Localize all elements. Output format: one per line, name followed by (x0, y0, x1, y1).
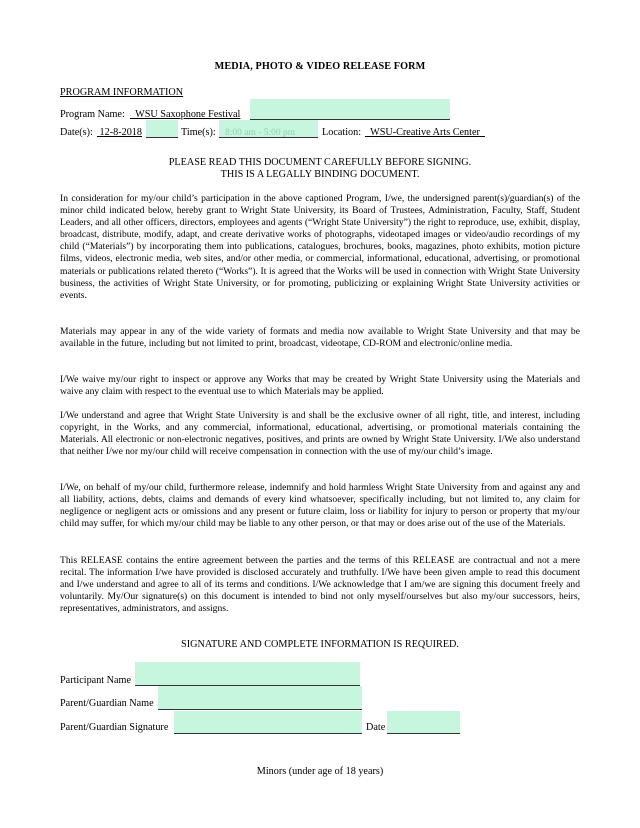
program-name-field[interactable] (250, 99, 450, 119)
time-underline (219, 137, 318, 138)
paragraph-grant: In consideration for my/our child’s participation in the above captioned Program, I/we, the undersigned parent(s)/guardian(s) of the minor child indicated below, hereby grant to Wright State University, its Board of Trustees, Administration, Faculty, Staff, Student Leaders, and all other officers, directors, employees and agents (“Wright State University”) the right to reproduce, use, exhibit, display, broadcast, distribute, modify, adapt, and create derivative works of photographs, videotaped images or video/audio recordings of my child (“Materials”) by incorporating them into publications, catalogues, brochures, books, magazines, photo exhibits, motion picture films, videos, electronic media, web sites, and/or other media, or commercial, informational, educational, advertising, or promotional materials or publications related thereto (“Works”). It is agreed that the Works will be used in connection with Wright State University business, the activities of Wright State University, or for promoting, publicizing or explaining Wright State University activities or events. (60, 193, 580, 301)
parent-guardian-name-underline (158, 709, 362, 710)
signature-heading: SIGNATURE AND COMPLETE INFORMATION IS REQUIRED. (181, 639, 459, 650)
participant-name-label: Participant Name (60, 675, 132, 686)
program-name-value (130, 109, 240, 120)
paragraph-entire-agreement: This RELEASE contains the entire agreement between the parties and the terms of this RELEASE are contractual and not a mere recital. The information I/we have provided is disclosed accurately and truthfully. I/We have been given ample to read this document and I/we understand and agree to all of its terms and conditions. I/We acknowledge that I am/we are signing this document freely and voluntarily. My/Our signature(s) on this document is intended to bind not only myself/ourselves but also my/our successors, heirs, representatives, administrators, and assigns. (60, 555, 580, 615)
paragraph-formats: Materials may appear in any of the wide variety of formats and media now available to Wright State University and that may be available in the future, including but not limited to print, broadcast, videotape, CD-ROM and electronic/online media. (60, 326, 580, 350)
location-text: WSU-Creative Arts Center (370, 127, 480, 138)
time-value: 8:00 am - 5:00 pm (225, 128, 296, 138)
program-name-label: Program Name: (60, 109, 125, 120)
paragraph-ownership: I/We understand and agree that Wright State University is and shall be the exclusive owner of all right, title, and interest, including copyright, in the Works, and any commercial, informational, educational, advertising, or promotional materials containing the Materials. All electronic or non-electronic negatives, positives, and prints are owned by Wright State University. I/We also understand that neither I/we nor my/our child will receive compensation in connection with the use of my/our child’s image. (60, 410, 580, 458)
notice-line-2: THIS IS A LEGALLY BINDING DOCUMENT. (220, 169, 420, 180)
paragraph-indemnify: I/We, on behalf of my/our child, furthermore release, indemnify and hold harmless Wright State University from and against any and all liability, actions, debts, claims and demands of every kind whatsoever, specifically including, but not limited to, any claim for negligence or negligent acts or omissions and any present or future claim, loss or liability for injury to person or property that my/our child may suffer, for which my/our child may be liable to any other person, or that may or does arise out of the use of the Materials. (60, 482, 580, 530)
date-text: 12-8-2018 (99, 127, 142, 138)
form-title: MEDIA, PHOTO & VIDEO RELEASE FORM (214, 61, 426, 72)
date-signature-label: Date (366, 722, 386, 733)
parent-guardian-signature-label: Parent/Guardian Signature (60, 722, 169, 733)
minors-footer: Minors (under age of 18 years) (256, 766, 384, 777)
parent-guardian-name-field[interactable] (158, 686, 362, 709)
date-signature-field[interactable] (387, 711, 460, 733)
date-value (97, 127, 142, 138)
date-signature-underline (387, 733, 460, 734)
parent-guardian-name-label: Parent/Guardian Name (60, 698, 154, 709)
time-label: Time(s): (181, 127, 216, 138)
date-field[interactable] (146, 120, 178, 137)
notice-line-1: PLEASE READ THIS DOCUMENT CAREFULLY BEFORE SIGNING. (168, 157, 472, 168)
parent-guardian-signature-field[interactable] (174, 711, 362, 733)
section-heading-program-info: PROGRAM INFORMATION (60, 87, 184, 98)
participant-name-field[interactable] (135, 662, 360, 685)
location-value (365, 127, 485, 138)
program-name-text: WSU Saxophone Festival (135, 109, 241, 120)
paragraph-waive: I/We waive my/our right to inspect or approve any Works that may be created by Wright State University using the Materials and waive any claim with respect to the eventual use to which Materials may be applied. (60, 374, 580, 398)
parent-guardian-signature-underline (174, 733, 362, 734)
date-label: Date(s): (60, 127, 93, 138)
location-label: Location: (322, 127, 362, 138)
date-underline (146, 137, 178, 138)
